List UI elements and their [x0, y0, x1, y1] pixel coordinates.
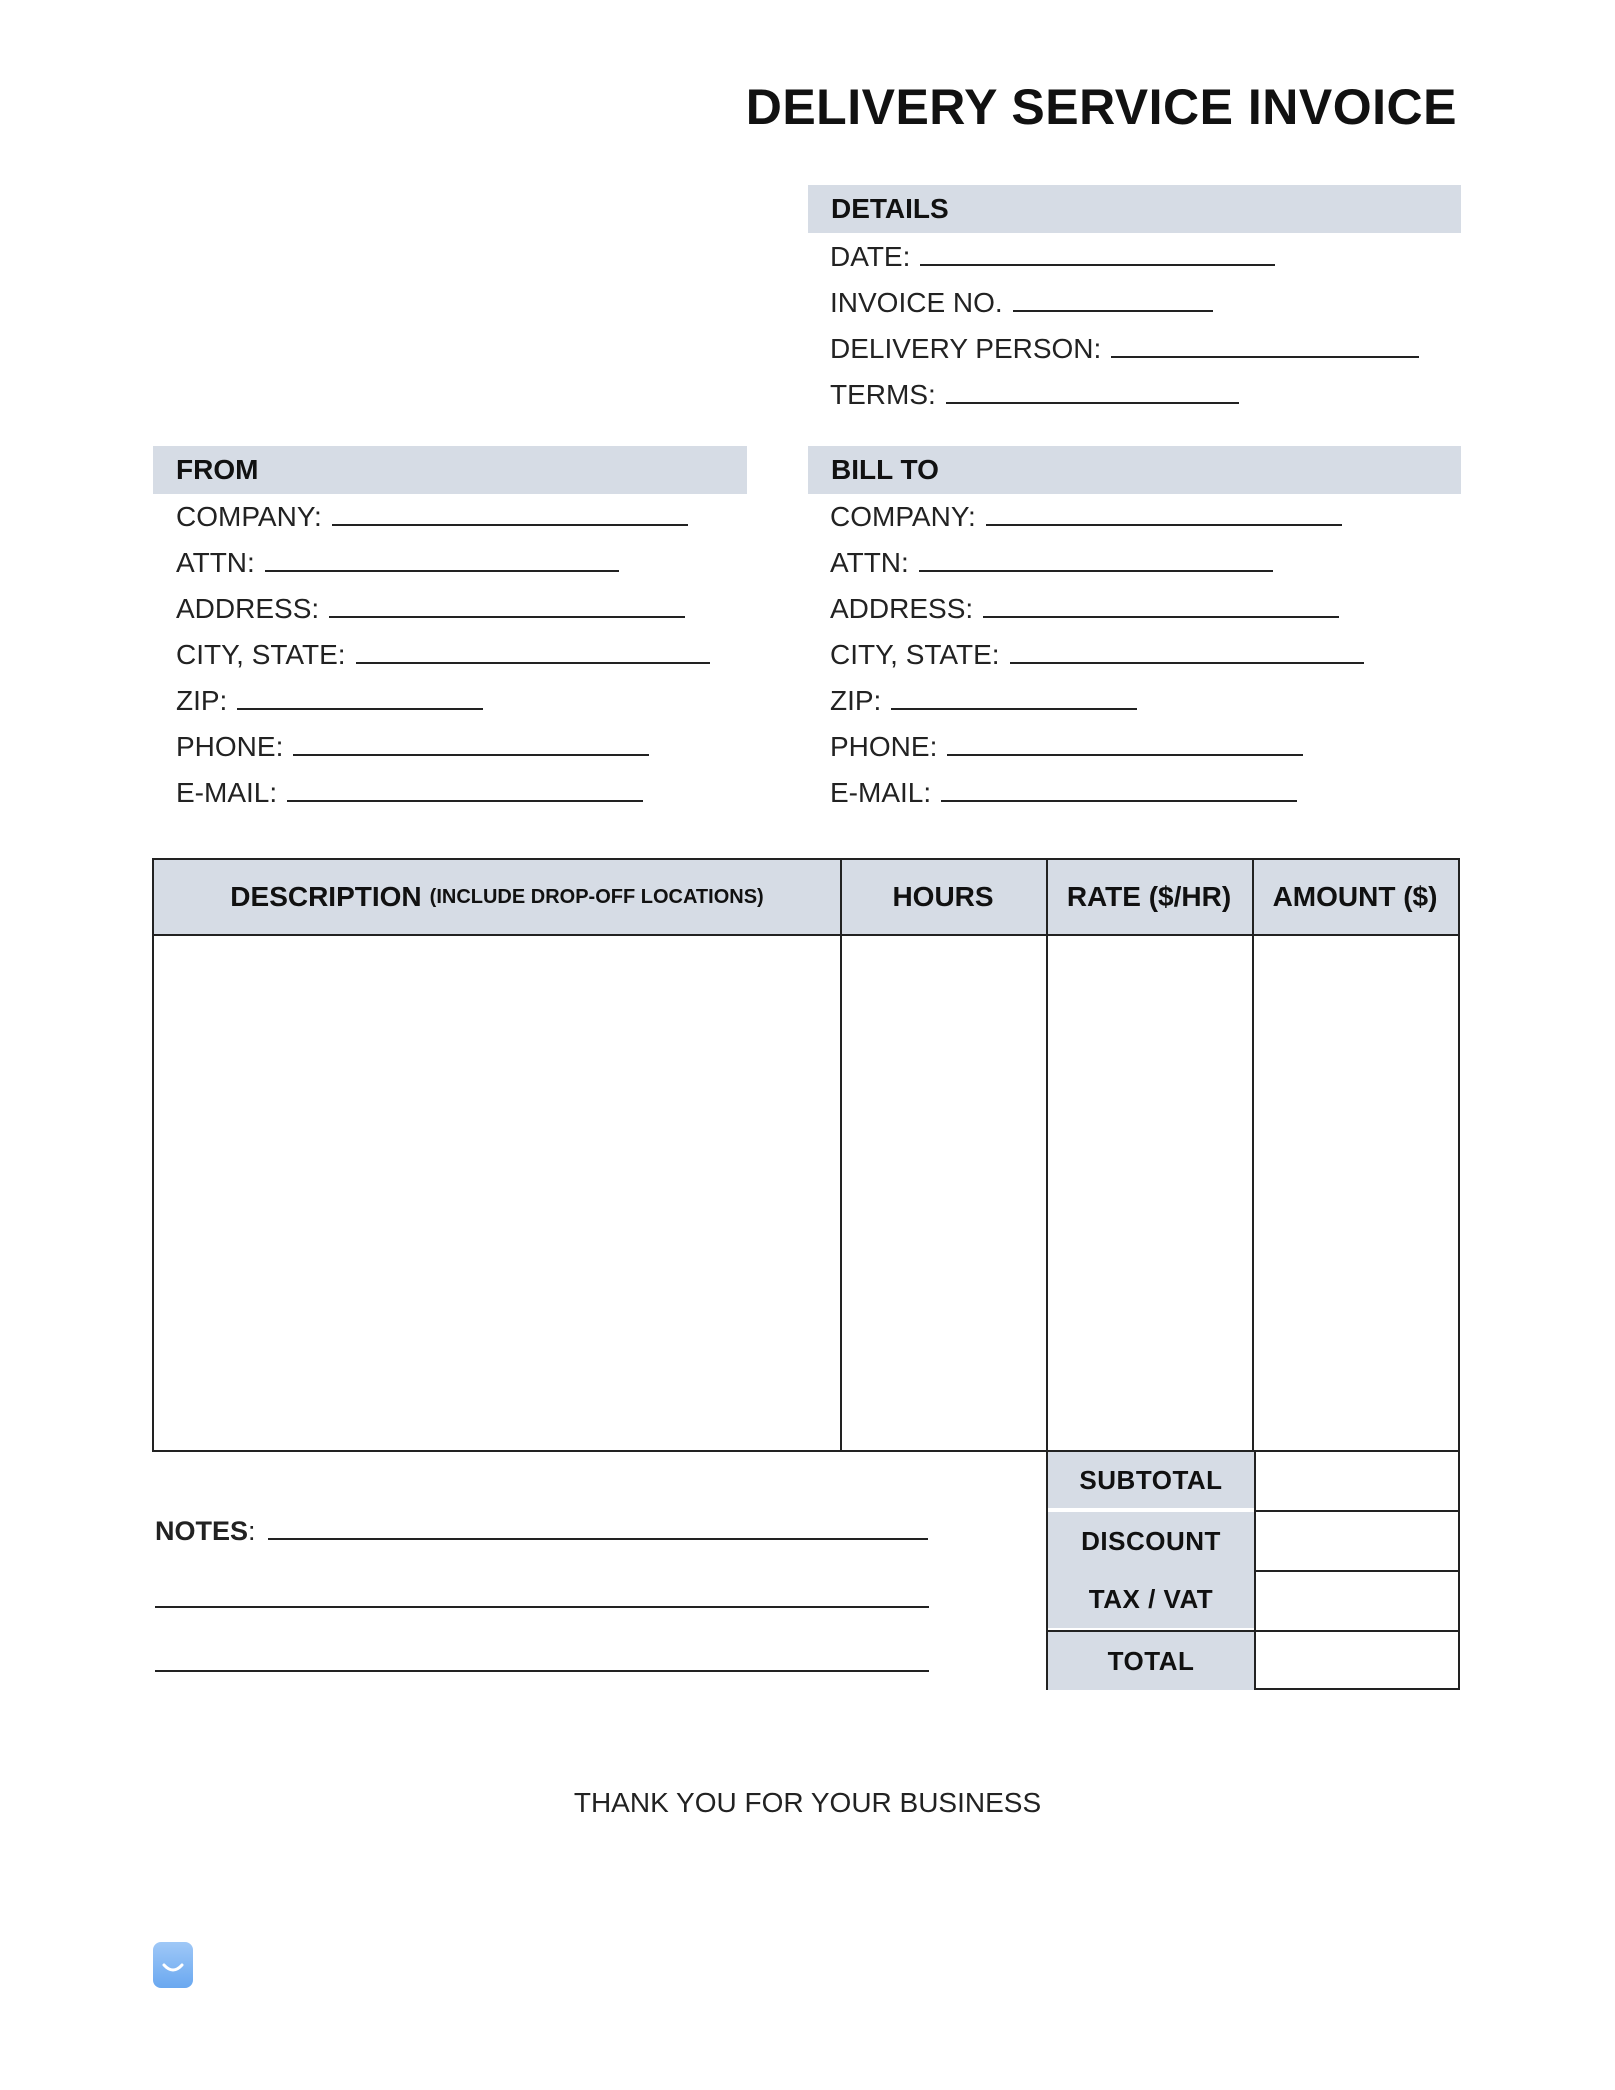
notes-input-line-3[interactable] — [155, 1670, 929, 1672]
date-input-line[interactable] — [920, 238, 1275, 266]
from-phone-input-line[interactable] — [293, 728, 649, 756]
from-attn-input-line[interactable] — [265, 544, 619, 572]
bill-to-email-label: E-MAIL: — [830, 777, 932, 808]
invoice-title: DELIVERY SERVICE INVOICE — [745, 79, 1457, 135]
from-zip-label: ZIP: — [176, 685, 228, 716]
bill-to-phone-field — [830, 728, 1303, 764]
amount-cell[interactable] — [1254, 936, 1458, 1450]
from-email-label: E-MAIL: — [176, 777, 278, 808]
bill-to-company-label: COMPANY: — [830, 501, 976, 532]
from-city-state-field — [176, 636, 710, 672]
date-label: DATE: — [830, 241, 911, 272]
bill-to-company-field — [830, 498, 1342, 534]
bill-to-address-input-line[interactable] — [983, 590, 1339, 618]
bill-to-zip-field — [830, 682, 1137, 718]
bill-to-attn-label: ATTN: — [830, 547, 909, 578]
thank-you-message: THANK YOU FOR YOUR BUSINESS — [573, 1787, 1042, 1818]
bill-to-email-input-line[interactable] — [941, 774, 1297, 802]
description-column-header — [154, 860, 840, 934]
bill-to-attn-field — [830, 544, 1273, 580]
invoice-no-field — [830, 284, 1213, 320]
amount-header-label: AMOUNT ($) — [1272, 881, 1438, 912]
from-company-field — [176, 498, 688, 534]
totals-block — [1046, 1450, 1460, 1690]
discount-label: DISCOUNT — [1048, 1512, 1254, 1570]
from-email-field — [176, 774, 643, 810]
date-field — [830, 238, 1275, 274]
from-heading: FROM — [153, 446, 747, 494]
rate-cell[interactable] — [1048, 936, 1252, 1450]
bill-to-phone-label: PHONE: — [830, 731, 938, 762]
delivery-person-field — [830, 330, 1419, 366]
from-zip-input-line[interactable] — [237, 682, 483, 710]
from-company-label: COMPANY: — [176, 501, 322, 532]
bill-to-zip-input-line[interactable] — [891, 682, 1137, 710]
bill-to-zip-label: ZIP: — [830, 685, 882, 716]
hours-header-label: HOURS — [892, 881, 994, 912]
subtotal-value[interactable] — [1254, 1450, 1460, 1512]
notes-label: NOTES: — [155, 1516, 256, 1546]
description-header-note: (INCLUDE DROP-OFF LOCATIONS) — [429, 885, 764, 908]
rate-column-header — [1046, 860, 1252, 934]
discount-value[interactable] — [1254, 1510, 1460, 1572]
tax-vat-label: TAX / VAT — [1048, 1570, 1254, 1628]
from-phone-label: PHONE: — [176, 731, 284, 762]
description-cell[interactable] — [154, 936, 838, 1450]
details-heading: DETAILS — [808, 185, 1461, 233]
total-value[interactable] — [1254, 1630, 1460, 1690]
delivery-person-input-line[interactable] — [1111, 330, 1419, 358]
delivery-person-label: DELIVERY PERSON: — [830, 333, 1102, 364]
from-attn-field — [176, 544, 619, 580]
terms-input-line[interactable] — [946, 376, 1239, 404]
subtotal-label: SUBTOTAL — [1048, 1452, 1254, 1508]
brand-logo-icon — [153, 1942, 193, 1988]
tax-vat-value[interactable] — [1254, 1570, 1460, 1632]
bill-to-address-field — [830, 590, 1339, 626]
bill-to-city-state-input-line[interactable] — [1010, 636, 1364, 664]
from-zip-field — [176, 682, 483, 718]
bill-to-email-field — [830, 774, 1297, 810]
from-address-label: ADDRESS: — [176, 593, 320, 624]
bill-to-heading: BILL TO — [808, 446, 1461, 494]
hours-cell[interactable] — [842, 936, 1046, 1450]
from-address-field — [176, 590, 685, 626]
from-city-state-label: CITY, STATE: — [176, 639, 346, 670]
bill-to-city-state-label: CITY, STATE: — [830, 639, 1000, 670]
hours-column-header — [840, 860, 1046, 934]
from-city-state-input-line[interactable] — [356, 636, 710, 664]
from-email-input-line[interactable] — [287, 774, 643, 802]
bill-to-company-input-line[interactable] — [986, 498, 1342, 526]
notes-input-line-2[interactable] — [155, 1606, 929, 1608]
terms-field — [830, 376, 1239, 412]
description-header-label: DESCRIPTION — [230, 881, 422, 912]
bill-to-attn-input-line[interactable] — [919, 544, 1273, 572]
notes-input-line[interactable] — [268, 1512, 928, 1540]
from-attn-label: ATTN: — [176, 547, 255, 578]
from-company-input-line[interactable] — [332, 498, 688, 526]
notes-field — [155, 1512, 928, 1548]
total-label: TOTAL — [1048, 1630, 1254, 1690]
items-table — [152, 858, 1460, 1452]
bill-to-address-label: ADDRESS: — [830, 593, 974, 624]
terms-label: TERMS: — [830, 379, 936, 410]
bill-to-phone-input-line[interactable] — [947, 728, 1303, 756]
rate-header-label: RATE ($/HR) — [1066, 881, 1232, 912]
from-address-input-line[interactable] — [329, 590, 685, 618]
invoice-no-input-line[interactable] — [1013, 284, 1213, 312]
bill-to-city-state-field — [830, 636, 1364, 672]
from-phone-field — [176, 728, 649, 764]
amount-column-header — [1252, 860, 1458, 934]
invoice-no-label: INVOICE NO. — [830, 287, 1003, 318]
